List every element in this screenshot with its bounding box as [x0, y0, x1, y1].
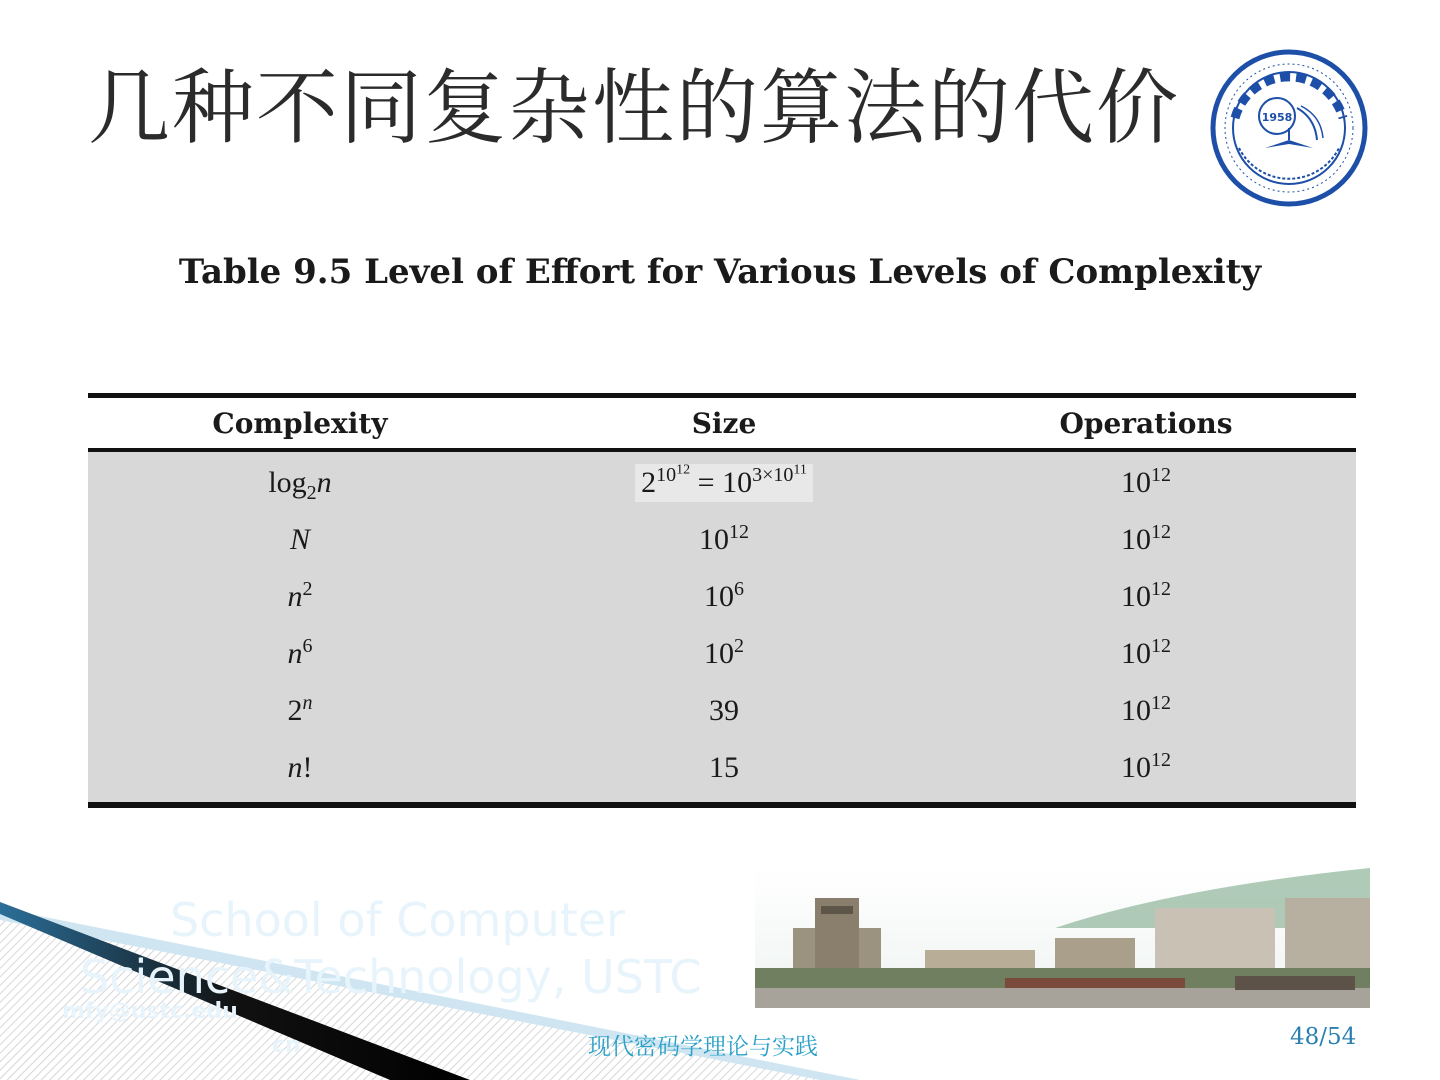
table-row [88, 739, 1356, 796]
school-watermark-line1: School of Computer [170, 893, 625, 947]
cell-complexity: 2$^n$ [287, 691, 313, 727]
table-body [88, 452, 1356, 802]
table-header-row [88, 398, 1356, 448]
logo-year: 1958 [1261, 111, 1293, 124]
cell-complexity: $n^6$ [287, 634, 313, 670]
complexity-table [88, 393, 1356, 808]
cell-operations: $10^{12}$ [1121, 748, 1171, 784]
university-logo-icon [1205, 48, 1373, 208]
footer-email [62, 995, 312, 1063]
course-name: 现代密码学理论与实践 [588, 1034, 818, 1060]
table-caption: Table 9.5 Level of Effort for Various Levels of Complexity [178, 252, 1262, 292]
cell-operations: $10^{12}$ [1121, 691, 1171, 727]
table-row [88, 568, 1356, 625]
campus-photo [755, 868, 1370, 1008]
cell-operations: $10^{12}$ [1121, 520, 1171, 556]
cell-complexity: $\log_2n$ [268, 465, 332, 504]
cell-complexity: N [289, 522, 310, 556]
table-row [88, 511, 1356, 568]
cell-size: $2^{10^{12}} = 10^{3\times 10^{11}}$ [512, 464, 936, 502]
cell-operations: $10^{12}$ [1121, 634, 1171, 670]
cell-size: 39 [709, 693, 739, 727]
cell-complexity: $n^2$ [287, 577, 313, 613]
table-row [88, 682, 1356, 739]
table-row [88, 625, 1356, 682]
school-watermark-line2: Science&Technology, USTC [80, 950, 702, 1004]
page-number: 48/54 [1290, 1024, 1357, 1050]
cell-operations: $10^{12}$ [1121, 577, 1171, 613]
slide-title: 几种不同复杂性的算法的代价 [88, 61, 1181, 156]
table-row [88, 454, 1356, 511]
header-complexity: Complexity [212, 406, 388, 440]
header-size: Size [691, 406, 757, 440]
cell-operations: $10^{12}$ [1121, 463, 1171, 499]
email-line1: mfy@ustc.edu [62, 999, 238, 1024]
header-operations: Operations [1059, 406, 1233, 440]
cell-size: $10^{12}$ [699, 520, 749, 556]
cell-size: 15 [709, 750, 739, 784]
table-bottom-rule [88, 802, 1356, 808]
email-line2: cn [272, 1033, 301, 1059]
cell-complexity: n! [287, 750, 313, 784]
cell-size: $10^6$ [704, 577, 744, 613]
cell-size: $10^2$ [704, 634, 744, 670]
